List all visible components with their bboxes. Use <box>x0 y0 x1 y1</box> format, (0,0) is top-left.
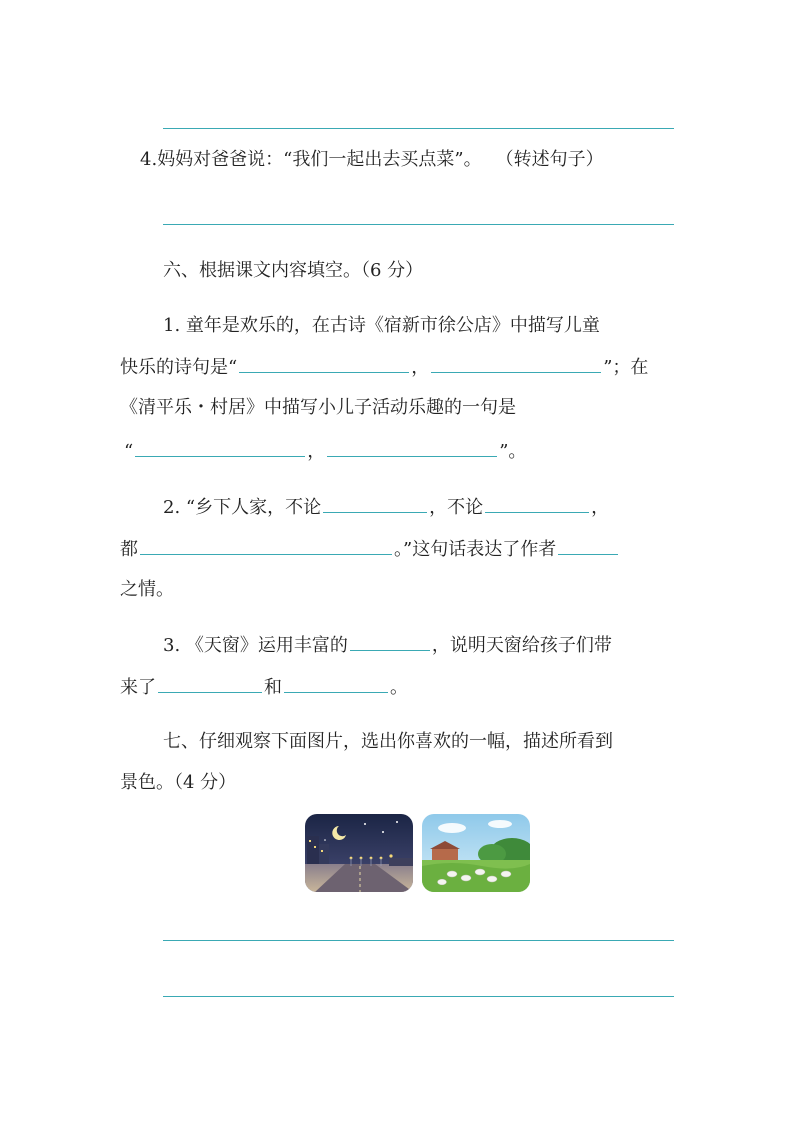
answer-line[interactable] <box>163 940 674 941</box>
fill-blank[interactable] <box>323 494 427 513</box>
q2-text: ， <box>591 497 610 518</box>
fill-blank[interactable] <box>327 438 497 457</box>
q3-text: 3. 《天窗》运用丰富的 <box>163 635 348 656</box>
section-6-title: 六、根据课文内容填空。（6 分） <box>163 260 424 281</box>
q2-line-3: 之情。 <box>120 579 174 600</box>
question-number: 4. <box>140 149 158 170</box>
q2-text: 。”这句话表达了作者 <box>394 539 557 560</box>
night-street-picture[interactable] <box>305 814 413 892</box>
q1-line-3: 《清平乐・村居》中描写小儿子活动乐趣的一句是 <box>120 397 516 418</box>
q2-text: 2. “乡下人家，不论 <box>163 497 322 518</box>
q3-text: 。 <box>390 677 408 698</box>
q2-text: ，不论 <box>429 497 484 518</box>
q3-line-2 <box>120 674 408 700</box>
q2-text: 都 <box>120 539 138 560</box>
q3-text: 来了 <box>120 677 156 698</box>
answer-line[interactable] <box>163 128 674 129</box>
answer-line[interactable] <box>163 996 674 997</box>
q1-text: ”。 <box>499 441 527 462</box>
q1-comma: ， <box>411 357 430 378</box>
fill-blank[interactable] <box>485 494 589 513</box>
question-text: 妈妈对爸爸说：“我们一起出去买点菜”。 <box>157 149 482 170</box>
q3-line-1 <box>163 632 612 658</box>
q1-line-4 <box>124 438 526 464</box>
fill-blank[interactable] <box>135 438 305 457</box>
q3-text: 和 <box>264 677 282 698</box>
picture-group <box>305 814 531 892</box>
q2-line-2 <box>120 536 620 562</box>
question-4 <box>140 148 604 172</box>
fill-blank[interactable] <box>158 674 262 693</box>
q1-text: 快乐的诗句是“ <box>120 357 238 378</box>
fill-blank[interactable] <box>431 354 601 373</box>
q1-comma: ， <box>307 441 326 462</box>
answer-line[interactable] <box>163 224 674 225</box>
fill-blank[interactable] <box>350 632 430 651</box>
section-7-title-line-1: 七、仔细观察下面图片，选出你喜欢的一幅，描述所看到 <box>163 731 613 752</box>
countryside-sheep-picture[interactable] <box>422 814 530 892</box>
q3-text: ，说明天窗给孩子们带 <box>431 635 612 656</box>
q1-line-1: 1. 童年是欢乐的，在古诗《宿新市徐公店》中描写儿童 <box>163 315 600 336</box>
q1-line-2 <box>120 354 648 380</box>
fill-blank[interactable] <box>239 354 409 373</box>
section-7-title-line-2: 景色。（4 分） <box>120 772 237 793</box>
q2-line-1 <box>163 494 609 520</box>
q1-text: ”；在 <box>603 357 649 378</box>
fill-blank[interactable] <box>558 536 618 555</box>
q1-text: “ <box>124 441 134 462</box>
question-instruction: （转述句子） <box>495 149 604 170</box>
fill-blank[interactable] <box>284 674 388 693</box>
fill-blank[interactable] <box>140 536 392 555</box>
